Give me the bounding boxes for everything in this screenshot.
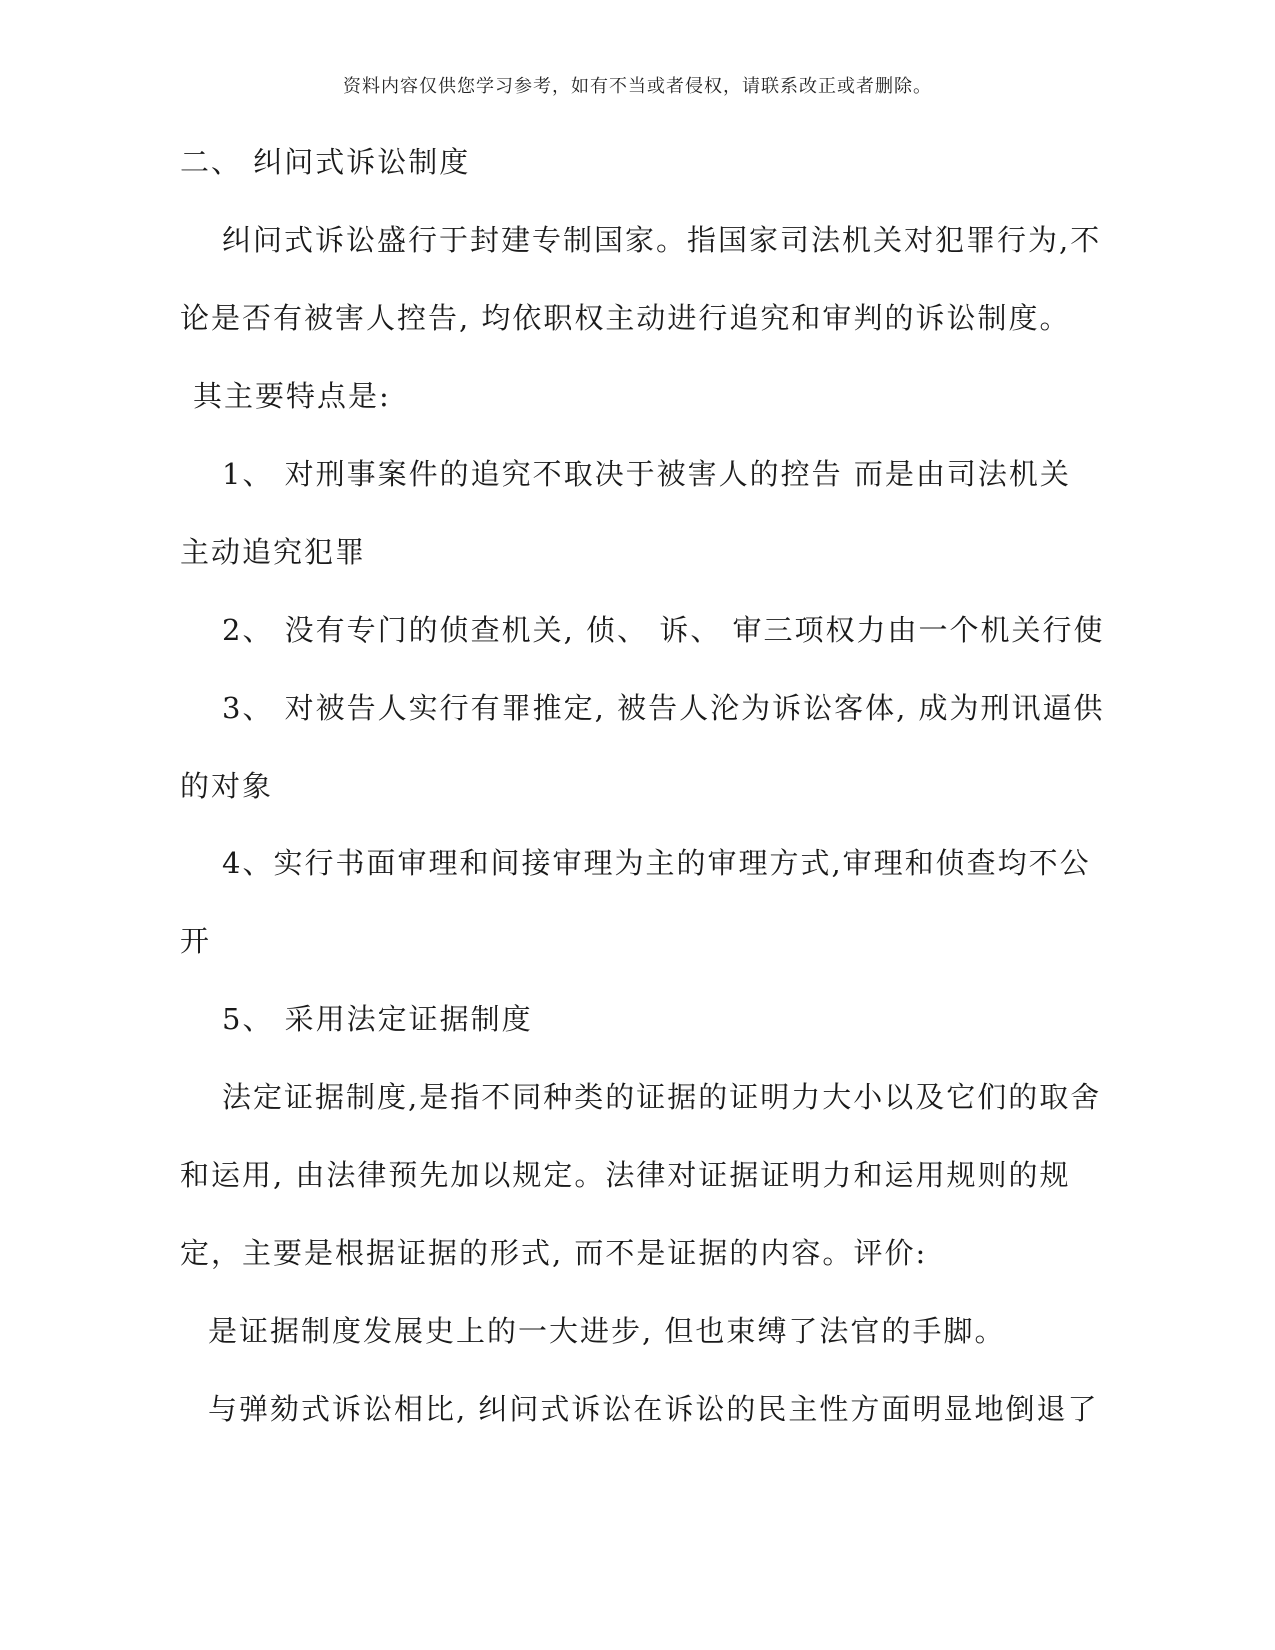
feature-4-line-2: 开 (180, 924, 212, 958)
legal-evidence-line-3: 定，主要是根据证据的形式, 而不是证据的内容。评价: (180, 1236, 928, 1270)
paragraph-line-2: 论是否有被害人控告, 均依职权主动进行追究和审判的诉讼制度。 (180, 301, 1071, 335)
evaluation-line: 是证据制度发展史上的一大进步, 但也束缚了法官的手脚。 (208, 1314, 1006, 1348)
feature-2: 2、 没有专门的侦查机关, 侦、 诉、 审三项权力由一个机关行使 (222, 613, 1105, 647)
feature-5: 5、 采用法定证据制度 (222, 1002, 533, 1036)
feature-4-line-1: 4、实行书面审理和间接审理为主的审理方式,审理和侦查均不公 (222, 846, 1091, 880)
comparison-line: 与弹劾式诉讼相比, 纠问式诉讼在诉讼的民主性方面明显地倒退了 (208, 1392, 1099, 1426)
feature-3-line-1: 3、 对被告人实行有罪推定, 被告人沦为诉讼客体, 成为刑讯逼供 (222, 691, 1105, 725)
feature-1-line-2: 主动追究犯罪 (180, 535, 367, 569)
paragraph-line-1: 纠问式诉讼盛行于封建专制国家。指国家司法机关对犯罪行为,不 (222, 223, 1102, 257)
features-intro: 其主要特点是: (193, 379, 391, 413)
page-header-disclaimer: 资料内容仅供您学习参考，如有不当或者侵权，请联系改正或者删除。 (343, 76, 932, 97)
legal-evidence-line-1: 法定证据制度,是指不同种类的证据的证明力大小以及它们的取舍 (222, 1080, 1102, 1114)
section-heading: 二、 纠问式诉讼制度 (180, 145, 471, 179)
legal-evidence-line-2: 和运用, 由法律预先加以规定。法律对证据证明力和运用规则的规 (180, 1158, 1071, 1192)
feature-3-line-2: 的对象 (180, 769, 274, 803)
feature-1-line-1: 1、 对刑事案件的追究不取决于被害人的控告 而是由司法机关 (222, 457, 1071, 491)
